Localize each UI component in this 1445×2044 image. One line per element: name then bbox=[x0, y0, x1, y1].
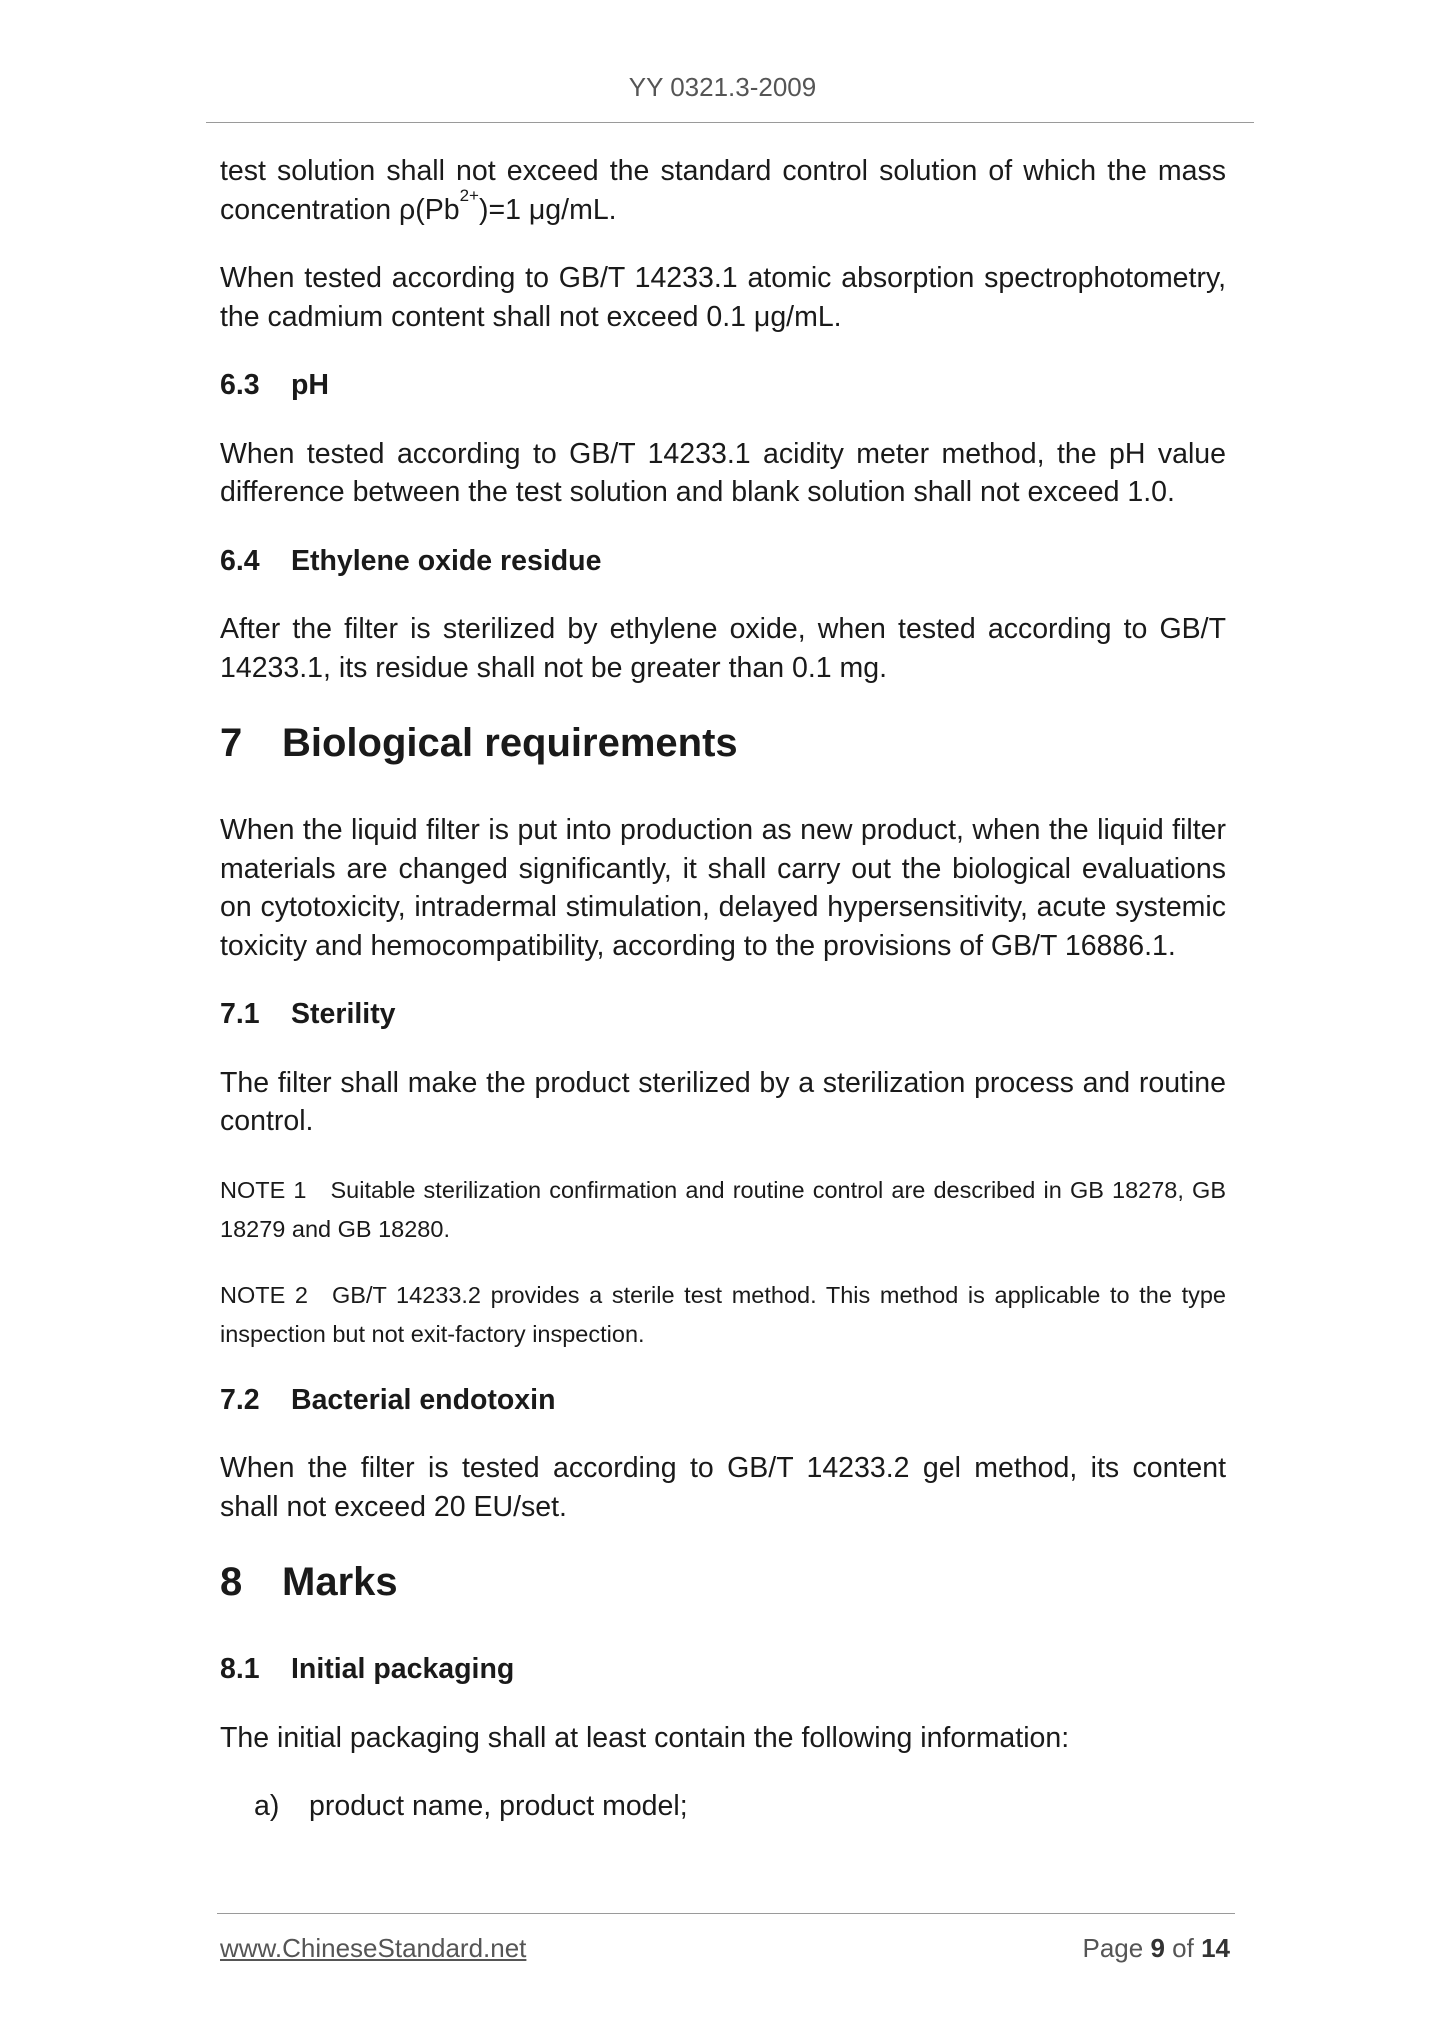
heading-title: Sterility bbox=[291, 998, 396, 1030]
lead-superscript: 2+ bbox=[459, 185, 479, 205]
paragraph-endotoxin: When the filter is tested according to GB/T 14233.2 gel method, its content shall not exceed 20 EU/set. bbox=[220, 1452, 1226, 1523]
of-word: of bbox=[1172, 1933, 1194, 1963]
heading-number: 7.2 bbox=[220, 1383, 260, 1416]
footer-divider bbox=[217, 1913, 1235, 1914]
heading-title: pH bbox=[291, 369, 329, 401]
lead-text-1: test solution shall not exceed the standard control solution of which the mass concentration ρ(Pb bbox=[220, 155, 1226, 226]
note-text: Suitable sterilization confirmation and routine control are described in GB 18278, GB 18279 and GB 18280. bbox=[220, 1176, 1226, 1242]
page-word: Page bbox=[1082, 1933, 1144, 1963]
heading-title: Bacterial endotoxin bbox=[291, 1383, 556, 1416]
paragraph-cadmium: When tested according to GB/T 14233.1 atomic absorption spectrophotometry, the cadmium content shall not exceed 0.1 μg/mL. bbox=[220, 262, 1226, 333]
paragraph-ph: When tested according to GB/T 14233.1 acidity meter method, the pH value difference between the test solution and blank solution shall not exceed 1.0. bbox=[220, 437, 1226, 508]
note-label: NOTE 2 bbox=[220, 1281, 308, 1308]
paragraph-ethylene-oxide: After the filter is sterilized by ethylene oxide, when tested according to GB/T 14233.1, its residue shall not be greater than 0.1 mg. bbox=[220, 613, 1226, 684]
heading-number: 6.3 bbox=[220, 369, 260, 401]
footer-page-number bbox=[1082, 1933, 1230, 1964]
note-1 bbox=[220, 1171, 1226, 1249]
heading-number: 8.1 bbox=[220, 1653, 260, 1685]
list-item-text: product name, product model; bbox=[309, 1790, 688, 1822]
header-divider bbox=[206, 122, 1254, 123]
heading-title: Initial packaging bbox=[291, 1653, 515, 1685]
heading-title: Ethylene oxide residue bbox=[291, 544, 602, 577]
paragraph-biological: When the liquid filter is put into production as new product, when the liquid filter materials are changed significantly, it shall carry out the biological evaluations on cytotoxicity, intradermal stimulation, delayed hypersensitivity, acute systemic toxicity and hemocompatibility, according to the provisions of GB/T 16886.1. bbox=[220, 814, 1226, 962]
heading-7-1 bbox=[220, 995, 1226, 1034]
paragraph-sterility: The filter shall make the product sterilized by a sterilization process and routine control. bbox=[220, 1066, 1226, 1137]
heading-number: 7.1 bbox=[220, 998, 260, 1030]
heading-number: 6.4 bbox=[220, 544, 260, 577]
list-item bbox=[254, 1787, 1226, 1826]
heading-8 bbox=[220, 1556, 1226, 1608]
note-label: NOTE 1 bbox=[220, 1176, 307, 1203]
heading-6-3 bbox=[220, 366, 1226, 405]
lead-text-2: )=1 μg/mL. bbox=[478, 193, 617, 226]
heading-7-2 bbox=[220, 1381, 1226, 1420]
page-current: 9 bbox=[1150, 1933, 1165, 1963]
heading-number: 7 bbox=[220, 721, 243, 765]
heading-title: Biological requirements bbox=[282, 721, 738, 765]
document-body bbox=[220, 152, 1226, 1826]
heading-8-1 bbox=[220, 1650, 1226, 1689]
page-header: YY 0321.3-2009 bbox=[628, 72, 817, 102]
footer-site-link[interactable]: www.ChineseStandard.net bbox=[220, 1933, 527, 1963]
heading-title: Marks bbox=[282, 1560, 398, 1604]
note-2 bbox=[220, 1276, 1226, 1354]
paragraph-initial-packaging: The initial packaging shall at least contain the following information: bbox=[220, 1721, 1070, 1754]
heading-7 bbox=[220, 717, 1226, 769]
heading-number: 8 bbox=[220, 1560, 243, 1604]
heading-6-4 bbox=[220, 542, 1226, 581]
note-text: GB/T 14233.2 provides a sterile test method. This method is applicable to the type inspection but not exit-factory inspection. bbox=[220, 1281, 1226, 1347]
paragraph-lead-limit bbox=[220, 152, 1226, 229]
page-total: 14 bbox=[1201, 1933, 1230, 1963]
list-item-label: a) bbox=[254, 1790, 280, 1822]
